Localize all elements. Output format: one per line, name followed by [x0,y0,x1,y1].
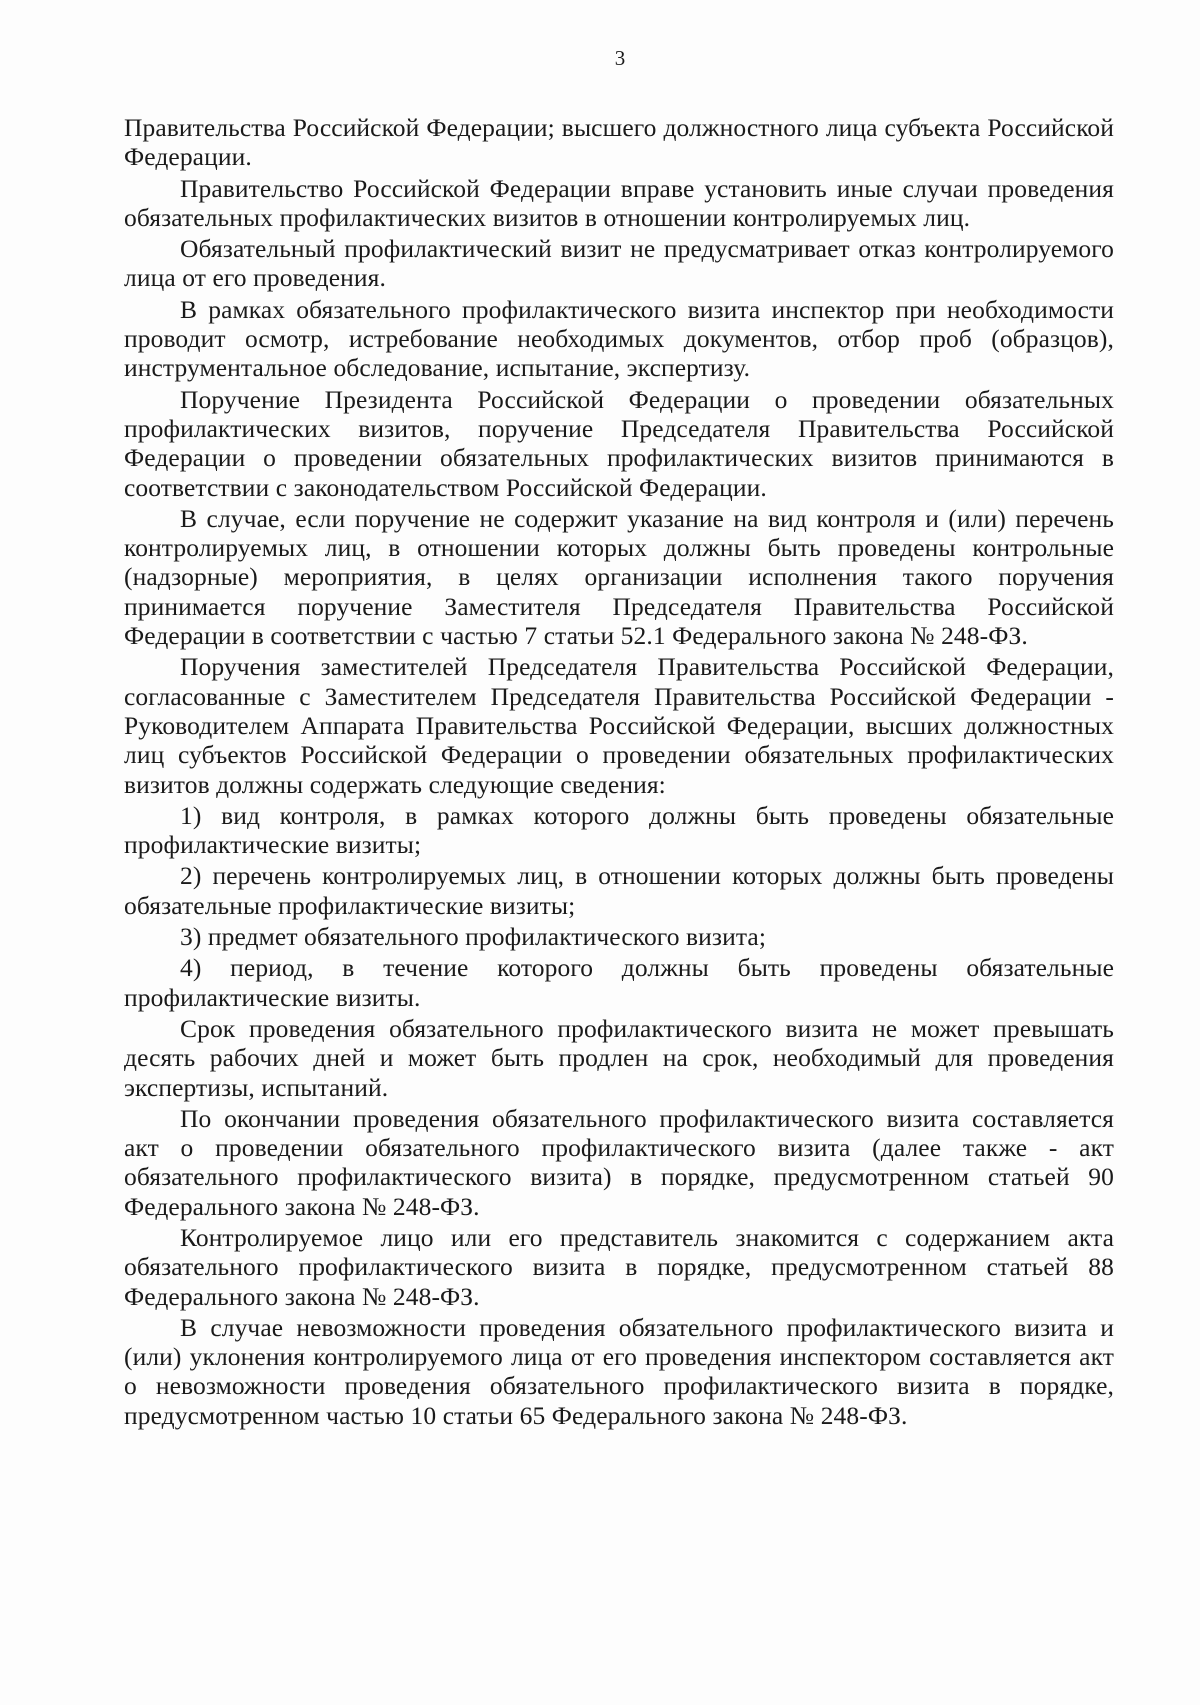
list-item-3: 3) предмет обязательного профилактического визита; [180,922,767,952]
document-body [124,113,1114,1432]
paragraph-deputies-orders: Поручения заместителей Председателя Правительства Российской Федерации, согласованные с Заместителем Председателя Правительства Российской Федерации - Руководителем Аппарата Правительства Российской Федерации, высших должностных лиц субъектов Российской Федерации о проведении обязательных профилактических визитов должны содержать следующие сведения: [124,652,1114,799]
paragraph-impossibility: В случае невозможности проведения обязательного профилактического визита и (или) уклонения контролируемого лица от его проведения инспектором составляется акт о невозможности проведения обязательного профилактического визита в порядке, предусмотренном частью 10 статьи 65 Федерального закона № 248-ФЗ. [124,1312,1114,1430]
list-item-4: 4) период, в течение которого должны быть проведены обязательные профилактические визиты. [124,953,1114,1012]
page-number: 3 [614,46,626,70]
paragraph-continuation: Правительства Российской Федерации; высшего должностного лица субъекта Российской Федерации. [124,113,1114,172]
paragraph-duration: Срок проведения обязательного профилактического визита не может превышать десять рабочих дней и может быть продлен на срок, необходимый для проведения экспертизы, испытаний. [124,1013,1114,1102]
list-item-1: 1) вид контроля, в рамках которого должны быть проведены обязательные профилактические визиты; [124,800,1114,860]
list-item-2: 2) перечень контролируемых лиц, в отношении которых должны быть проведены обязательные профилактические визиты; [124,861,1114,920]
paragraph-government-cases: Правительство Российской Федерации вправе установить иные случаи проведения обязательных профилактических визитов в отношении контролируемых лиц. [124,173,1114,232]
paragraph-inspector-actions: В рамках обязательного профилактического визита инспектор при необходимости проводит осмотр, истребование необходимых документов, отбор проб (образцов), инструментальное обследование, испытание, экспертизу. [124,294,1114,383]
paragraph-no-refusal: Обязательный профилактический визит не предусматривает отказ контролируемого лица от его проведения. [124,234,1114,293]
paragraph-act: По окончании проведения обязательного профилактического визита составляется акт о проведении обязательного профилактического визита (далее также - акт обязательного профилактического визита) в порядке, предусмотренном статьей 90 Федерального закона № 248-ФЗ. [124,1103,1114,1221]
paragraph-order-content: В случае, если поручение не содержит указание на вид контроля и (или) перечень контролируемых лиц, в отношении которых должны быть проведены контрольные (надзорные) мероприятия, в целях организации исполнения такого поручения принимается поручение Заместителя Председателя Правительства Российской Федерации в соответствии с частью 7 статьи 52.1 Федерального закона № 248-ФЗ. [124,503,1114,651]
paragraph-familiarization: Контролируемое лицо или его представитель знакомится с содержанием акта обязательного профилактического визита в порядке, предусмотренном статьей 88 Федерального закона № 248-ФЗ. [124,1222,1114,1311]
paragraph-president-order: Поручение Президента Российской Федерации о проведении обязательных профилактических визитов, поручение Председателя Правительства Российской Федерации о проведении обязательных профилактических визитов принимаются в соответствии с законодательством Российской Федерации. [124,384,1114,502]
